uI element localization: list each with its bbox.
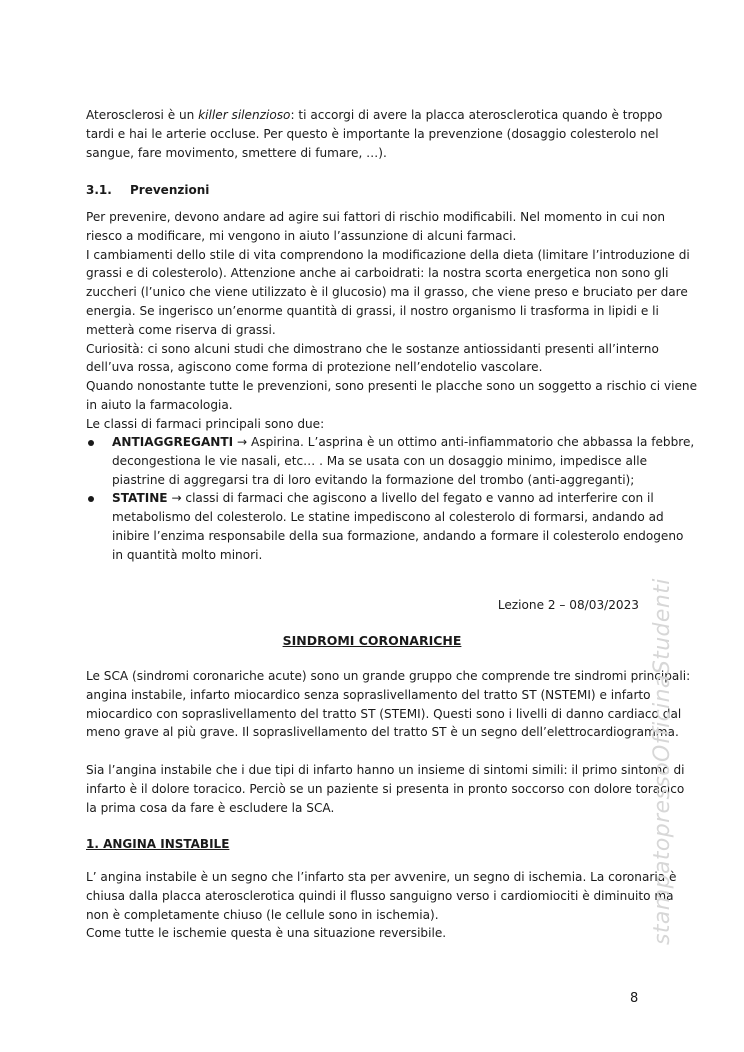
list-item-first-line [112,433,695,452]
list-text: inibire l’enzima responsabile della sua formazione, andando a formare il colesterolo endogeno [112,528,684,543]
list-text: decongestiona le vie nasali, etc… . Ma se usata con un dosaggio minimo, impedisce alle [112,453,648,468]
paragraph-line: Per prevenire, devono andare ad agire sui fattori di rischio modificabili. Nel momento in cui non [86,210,666,224]
list-item [86,433,695,489]
intro-text-a: Aterosclerosi è un [86,108,199,122]
list-text: piastrine di aggregarsi tra di loro evitando la formazione del trombo (anti-aggreganti); [112,472,635,487]
section-number: 3.1. [86,183,112,197]
paragraph-line: Sia l’angina instabile che i due tipi di infarto hanno un insieme di sintomi simili: il primo sintomo di [86,763,685,777]
main-title-text: SINDROMI CORONARICHE [282,633,462,648]
list-item-first-line [112,489,654,508]
section-heading-3-1 [86,182,209,198]
intro-paragraph [86,106,663,162]
intro-line: tardi e hai le arterie occluse. Per questo è importante la prevenzione (dosaggio colesterolo nel [86,126,659,141]
list-text: metabolismo del colesterolo. Le statine impediscono al colesterolo di formarsi, andando ad [112,510,664,525]
paragraph-line: meno grave al più grave. Il sopraslivellamento del tratto ST è un segno dell’elettrocardiogramma. [86,725,679,740]
list-text: in quantità molto minori. [112,547,263,562]
symptom-paragraph [86,761,685,817]
paragraph-line: non è completamente chiuso (le cellule sono in ischemia). [86,907,439,922]
paragraph-line: la prima cosa da fare è escludere la SCA. [86,800,335,815]
angina-paragraph [86,868,677,943]
intro-line: sangue, fare movimento, smettere di fumare, …). [86,145,387,160]
watermark-text: stampatopressoOfficinaStudenti [650,578,675,945]
paragraph-line: Come tutte le ischemie questa è una situazione reversibile. [86,926,447,941]
paragraph-line: Quando nonostante tutte le prevenzioni, sono presenti le placche sono un soggetto a rischio ci viene [86,379,698,394]
paragraph-line: grassi e di colesterolo). Attenzione anche ai carboidrati: la nostra scorta energetica non sono gli [86,266,669,281]
page-number: 8 [630,991,639,1006]
bullet-dot [88,496,94,502]
section-heading-angina: 1. ANGINA INSTABILE [86,837,230,851]
paragraph-line: Le classi di farmaci principali sono due: [86,416,325,431]
paragraph-line: I cambiamenti dello stile di vita comprendono la modificazione della dieta (limitare l’introduzione di [86,247,690,262]
bullet-dot [88,440,94,446]
paragraph-line: angina instabile, infarto miocardico senza sopraslivellamento del tratto ST (NSTEMI) e infarto [86,687,651,702]
drug-term: STATINE [112,491,168,506]
section-title: Prevenzioni [130,183,210,197]
paragraph-line: metterà come riserva di grassi. [86,322,276,337]
paragraph-line: Le SCA (sindromi coronariche acute) sono un grande gruppo che comprende tre sindromi principali: [86,669,691,683]
arrow-icon: → [237,435,248,449]
lesson-date: Lezione 2 – 08/03/2023 [497,598,639,612]
intro-line [86,106,663,125]
paragraph-line: L’ angina instabile è un segno che l’infarto sta per avvenire, un segno di ischemia. La coronaria è [86,870,677,884]
drug-term: ANTIAGGREGANTI [112,435,234,449]
intro-text-b: : ti accorgi di avere la placca aterosclerotica quando è troppo [290,108,663,122]
intro-emphasis: killer silenzioso [198,108,291,122]
paragraph-line: zuccheri (l’unico che viene utilizzato è il glucosio) ma il grasso, che viene preso e bruciato per dare [86,285,688,300]
paragraph-line: in aiuto la farmacologia. [86,397,233,412]
paragraph-line: energia. Se ingerisco un’enorme quantità di grassi, il nostro organismo li trasforma in lipidi e li [86,303,659,318]
main-title [0,632,744,650]
paragraph-line: miocardico con sopraslivellamento del tratto ST (STEMI). Questi sono i livelli di danno cardiaco dal [86,706,682,721]
prevention-paragraph [86,208,698,434]
paragraph-line: infarto è il dolore toracico. Perciò se un paziente si presenta in pronto soccorso con dolore toracico [86,781,685,796]
list-item [86,489,684,564]
list-text: Aspirina. L’asprina è un ottimo anti-infiammatorio che abbassa la febbre, [247,435,695,449]
paragraph-line: Curiosità: ci sono alcuni studi che dimostrano che le sostanze antiossidanti presenti all’interno [86,341,659,356]
drug-class-list [86,433,695,565]
list-text: classi di farmaci che agiscono a livello del fegato e vanno ad interferire con il [181,491,654,506]
paragraph-line: chiusa dalla placca aterosclerotica quindi il flusso sanguigno verso i cardiomiociti è diminuito ma [86,888,674,903]
paragraph-line: dell’uva rossa, agiscono come forma di protezione nell’endotelio vascolare. [86,360,543,375]
sca-paragraph [86,667,691,742]
arrow-icon: → [171,491,182,506]
paragraph-line: riesco a modificare, mi vengono in aiuto l’assunzione di alcuni farmaci. [86,228,517,243]
